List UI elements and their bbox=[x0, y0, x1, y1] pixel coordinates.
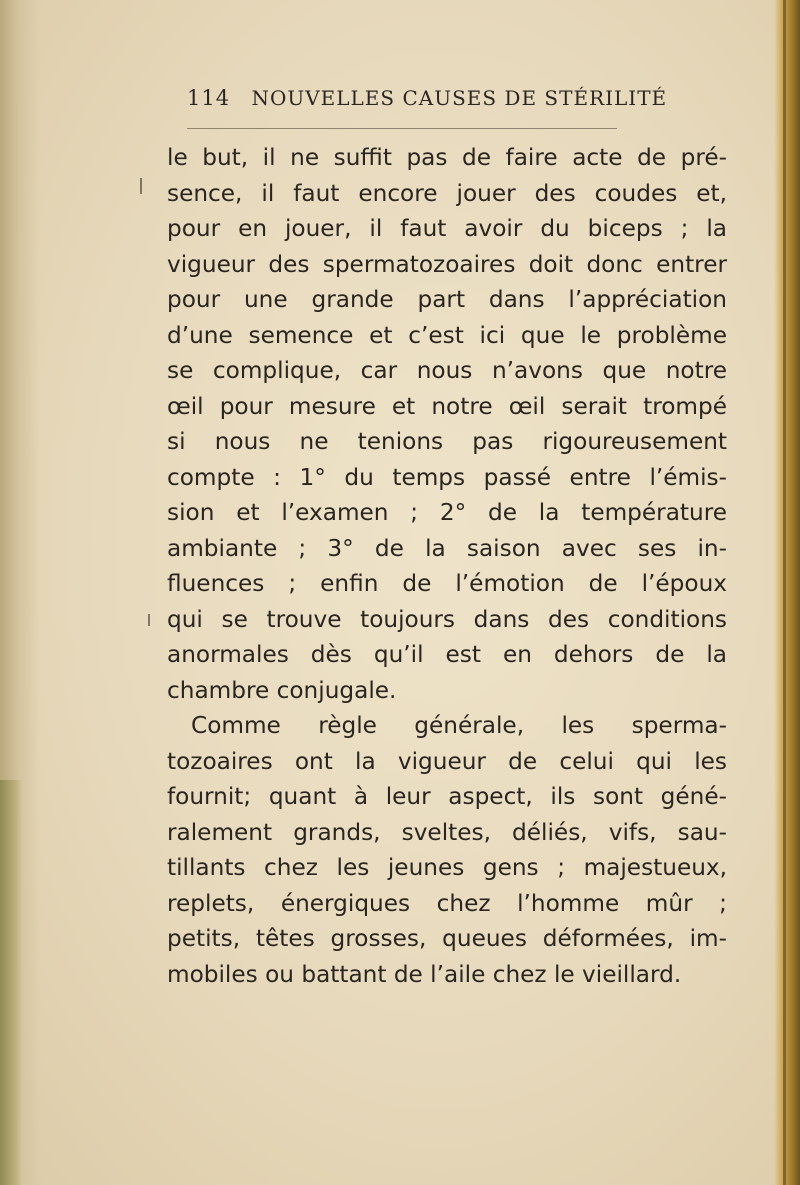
text-line: vigueur des spermatozoaires doit donc entrer bbox=[167, 250, 727, 278]
text-line: chambre conjugale. bbox=[167, 676, 397, 704]
text-line: anormales dès qu’il est en dehors de la bbox=[167, 641, 727, 668]
paragraph-1 bbox=[167, 140, 727, 708]
text-line: petits, têtes grosses, queues déformées, im- bbox=[167, 925, 727, 952]
text-line: fluences ; enfin de l’émotion de l’époux bbox=[167, 570, 727, 597]
text-line: replets, énergiques chez l’homme mûr ; bbox=[167, 889, 727, 917]
text-line: se complique, car nous n’avons que notre bbox=[167, 357, 727, 384]
text-line: tillants chez les jeunes gens ; majestueux, bbox=[167, 854, 727, 881]
text-line: sence, il faut encore jouer des coudes et, bbox=[167, 179, 727, 207]
page-binding-stain bbox=[0, 780, 22, 1185]
text-line: sion et l’examen ; 2° de la température bbox=[167, 499, 727, 526]
paragraph-2 bbox=[167, 708, 727, 992]
body-text bbox=[167, 140, 727, 992]
text-line: d’une semence et c’est ici que le problème bbox=[167, 321, 727, 349]
page-number: 114 bbox=[187, 86, 231, 110]
header-rule bbox=[187, 128, 617, 129]
text-line: œil pour mesure et notre œil serait trompé bbox=[167, 392, 727, 420]
text-line: qui se trouve toujours dans des conditions bbox=[167, 605, 727, 633]
text-line: tozoaires ont la vigueur de celui qui les bbox=[167, 747, 727, 775]
text-line: compte : 1° du temps passé entre l’émis- bbox=[167, 463, 727, 491]
text-line: pour une grande part dans l’appréciation bbox=[167, 286, 727, 313]
running-title: NOUVELLES CAUSES DE STÉRILITÉ bbox=[251, 86, 668, 110]
margin-mark bbox=[148, 614, 150, 626]
text-line: ralement grands, sveltes, déliés, vifs, sau- bbox=[167, 818, 727, 846]
text-line: Comme règle générale, les sperma- bbox=[191, 712, 727, 739]
page-right-edge-binding bbox=[774, 0, 800, 1185]
text-line: mobiles ou battant de l’aile chez le vieillard. bbox=[167, 960, 682, 988]
text-line: le but, il ne suffit pas de faire acte de pré- bbox=[167, 144, 727, 171]
text-line: si nous ne tenions pas rigoureusement bbox=[167, 428, 727, 455]
margin-mark bbox=[140, 178, 142, 194]
running-header bbox=[187, 86, 668, 126]
text-line: fournit; quant à leur aspect, ils sont géné- bbox=[167, 783, 727, 810]
text-line: pour en jouer, il faut avoir du biceps ; la bbox=[167, 215, 727, 242]
page-right-edge-line bbox=[783, 0, 786, 1185]
text-line: ambiante ; 3° de la saison avec ses in- bbox=[167, 534, 727, 562]
